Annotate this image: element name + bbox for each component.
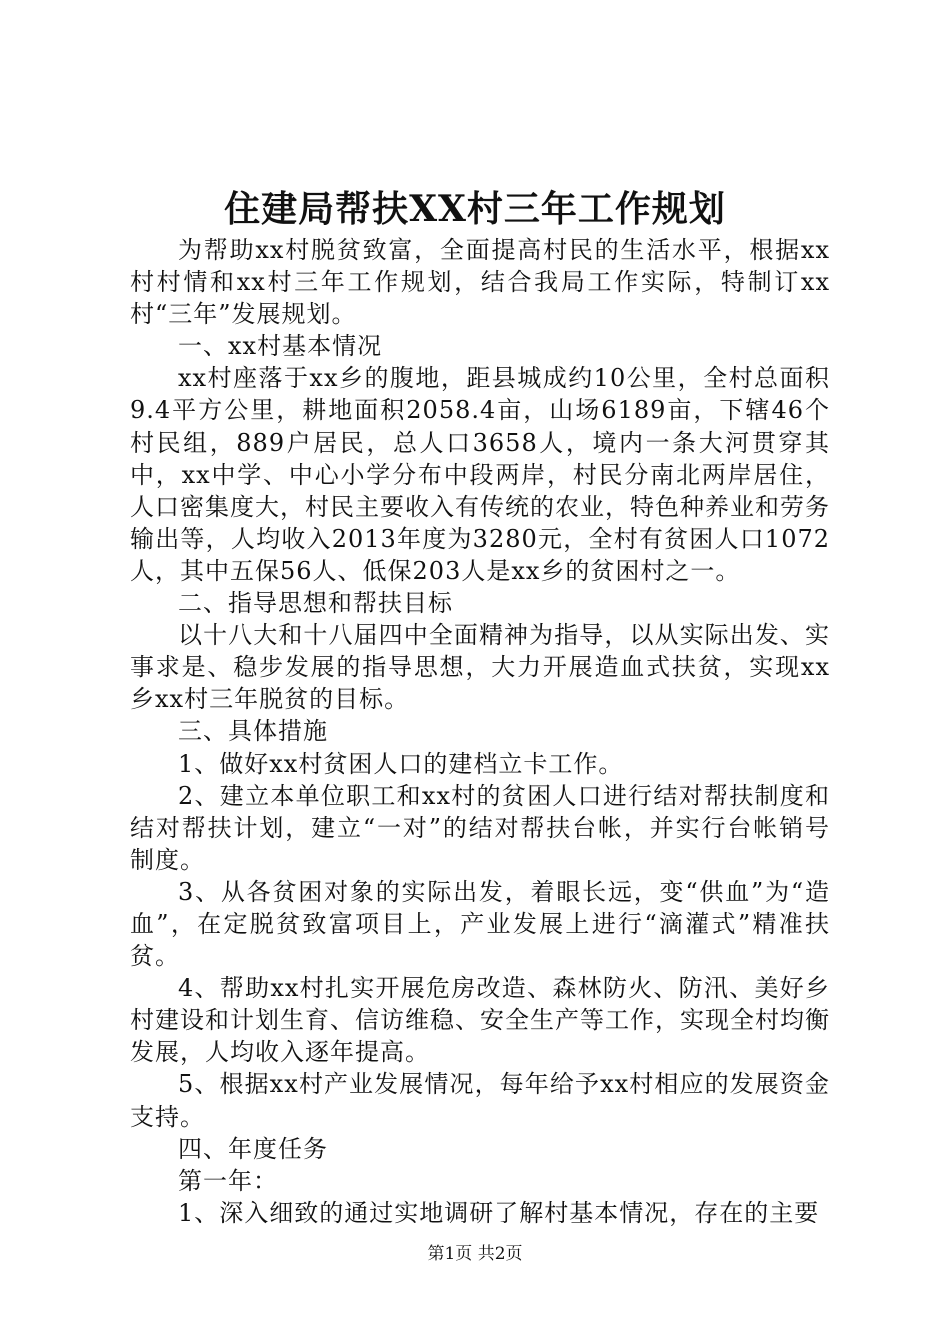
measure-item-2: 2、建立本单位职工和xx村的贫困人口进行结对帮扶制度和结对帮扶计划，建立“一对”的结对帮扶台帐，并实行台帐销号制度。 <box>130 781 830 874</box>
task-item-1: 1、深入细致的通过实地调研了解村基本情况，存在的主要 <box>178 1198 820 1227</box>
paragraph-village-info: xx村座落于xx乡的腹地，距县城成约10公里，全村总面积9.4平方公里，耕地面积2058.4亩，山场6189亩，下辖46个村民组，889户居民，总人口3658人，境内一条大河贯穿其中，xx中学、中心小学分布中段两岸，村民分南北两岸居住，人口密集度大，村民主要收入有传统的农业，特色种养业和劳务输出等，人均收入2013年度为3280元，全村有贫困人口1072人，其中五保56人、低保203人是xx乡的贫困村之一。 <box>130 364 830 585</box>
year-one-heading: 第一年： <box>178 1166 278 1195</box>
section-heading-3: 三、具体措施 <box>178 717 328 746</box>
section-heading-1: 一、xx村基本情况 <box>178 332 383 361</box>
measure-item-4: 4、帮助xx村扎实开展危房改造、森林防火、防汛、美好乡村建设和计划生育、信访维稳、安全生产等工作，实现全村均衡发展，人均收入逐年提高。 <box>130 974 830 1067</box>
section-heading-4: 四、年度任务 <box>178 1134 328 1163</box>
measure-item-3: 3、从各贫困对象的实际出发，着眼长远，变“供血”为“造血”，在定脱贫致富项目上，产业发展上进行“滴灌式”精准扶贫。 <box>130 877 830 971</box>
document-body <box>130 234 830 1229</box>
measure-item-5: 5、根据xx村产业发展情况，每年给予xx村相应的发展资金支持。 <box>130 1070 830 1131</box>
page-footer: 第1页 共2页 <box>427 1244 523 1264</box>
measure-item-1: 1、做好xx村贫困人口的建档立卡工作。 <box>178 749 624 778</box>
document-title: 住建局帮扶XX村三年工作规划 <box>224 188 726 230</box>
paragraph-guiding-thought: 以十八大和十八届四中全面精神为指导，以从实际出发、实事求是、稳步发展的指导思想，大力开展造血式扶贫，实现xx乡xx村三年脱贫的目标。 <box>130 621 830 714</box>
paragraph-intro: 为帮助xx村脱贫致富，全面提高村民的生活水平，根据xx村村情和xx村三年工作规划，结合我局工作实际，特制订xx村“三年”发展规划。 <box>130 236 830 329</box>
section-heading-2: 二、指导思想和帮扶目标 <box>178 589 453 618</box>
